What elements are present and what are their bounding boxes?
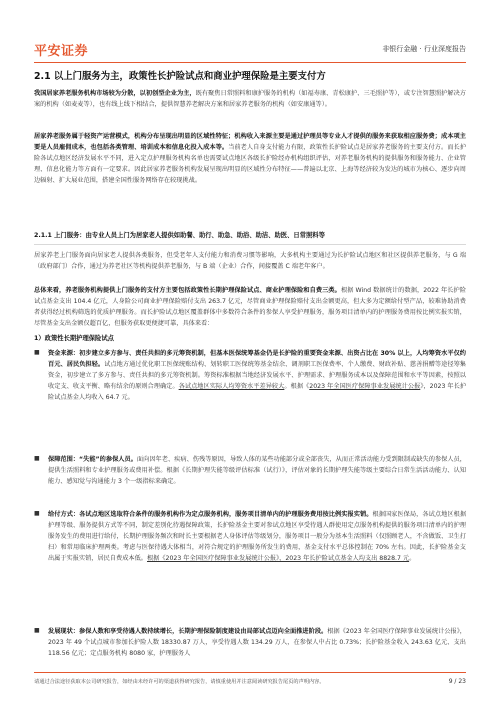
list-item-funding-text bbox=[48, 348, 466, 403]
page-header bbox=[34, 40, 466, 58]
intro-paragraph-2 bbox=[34, 131, 466, 186]
funding-bold: 资金来源：初步建立多方参与、责任共担的多元筹资机制，但基本医保统筹基金仍是长护险的重要资金来源、出资占比在 30% 以上，人均筹资水平仅约百元、居民负担轻。 bbox=[48, 350, 466, 369]
list-item-coverage-text bbox=[48, 454, 466, 487]
funding-tail: 》，2023 年长护险试点基金人均收入 64.7 元。 bbox=[48, 383, 467, 402]
intro-p2-text: 当前老人自身支付能力有限，政策性长护险试点是居家养老服务的主要支付方。而长护险各试点地区经济发展水平不同，进入定点护理服务机构名单也需要试点地区各级长护险经办机构组织评估，对养老服务机构的提供服务和服务能力、企业管理、信息化能力等方面有一定要求。因此居家养老服务机构发展呈现出明显的区域性分布特征——普遍以北京、上海等经济较为发达的城市为核心、逐步向周边辐射、扩大展业范围，搭建全国性服务网络存在较现挑战。 bbox=[34, 144, 467, 185]
list-item-status-text bbox=[48, 626, 466, 659]
body-paragraph-3: 居家养老上门服务面向居家老人提供各类服务，但受老年人支付能力和消费习惯等影响，大多机构主要通过为长护险试点地区和社区提供养老服务，与 G 端（政府部门）合作，通过为养老社区等机构提供养老服务，与 B 端（企业）合作，间接覆盖 C 端老年客户。 bbox=[34, 252, 466, 271]
page-number: 9 / 23 bbox=[448, 678, 466, 685]
intro-p2-bold: 居家养老服务属于轻资产运营模式，机构分布呈现出明显的区域性特征；机构收入来源主要是通过护理员等专业人才提供的服务来获取相应服务费；成本项主要是人员雇佣成本，也包括各类管理、培训成本和信息化投入成本等。 bbox=[34, 133, 466, 152]
funding-link-1: 各试点地区实际人均筹资水平差异较大 bbox=[178, 383, 285, 391]
status-bold: 发展现状：参保人数和享受待遇人数持续增长，长期护理保险制度建设由局部试点迈向全面推进阶段。 bbox=[48, 628, 328, 635]
bullet-icon: ■ bbox=[34, 455, 40, 462]
body-p4-bold: 总体来看，养老服务机构提供上门服务的支付方主要包括政策性长期护理保险试点、商业护理保险和自费三类。 bbox=[34, 287, 341, 294]
bullet-icon: ■ bbox=[34, 627, 40, 634]
payment-tail: 。 bbox=[409, 555, 416, 563]
coverage-bold: 保障范围：“失能”的参保人员。 bbox=[48, 456, 137, 463]
subsection-divider bbox=[34, 244, 466, 245]
funding-mid: 。根据《 bbox=[284, 383, 310, 391]
funding-link-2: 2023 年全国医疗保障事业发展统计公报 bbox=[309, 383, 421, 391]
payment-body: 根据国家医保局，各试点地区根据护理等级、服务提供方式等不同，制定差别化待遇保障政策，长护险基金主要对参试点地区享受待遇人群使用定点服务机构提供的服务项目清单内的护理服务发生的费用进行给付，长期护理服务频次和时长主要根据老人身体评估等级划分，服务项目一般分为基本生活照料（仅照顾老人，不含做饭、卫生打扫）和常用临床护理两类。考虑与医保待遇大体相当，对符合规定的护理服务所发生的费用，基金支付水平总体控制在 70% 左右。因此，长护险基金支出属于实报实销，居民自费成本低。 bbox=[48, 511, 467, 563]
list-item-payment-text bbox=[48, 509, 466, 564]
payment-bold: 给付方式：各试点地区选取符合条件的服务机构作为定点服务机构，服务项目清单内的护理服务费用按比例实报实销。 bbox=[48, 511, 373, 518]
payment-link: 根据《2023 年全国医疗保障事业发展统计公报》，2023 年长护险试点基金人均支出 8828.7 元 bbox=[147, 555, 410, 563]
intro-paragraph-1 bbox=[34, 88, 466, 110]
report-category: 非银行金融 · 行业深度报告 bbox=[382, 45, 466, 53]
status-body: 根据《2023 年全国医疗保障事业发展统计公报》，2023 年 49 个试点城市参加长护险人数 18330.87 万人，享受待遇人数 134.29 万人，在参保人中占比 0.73%；长护险基金收入 243.63 亿元、支出 118.56 亿元；定点服务机构 8080 家，护理服务人 bbox=[48, 628, 466, 658]
header-divider bbox=[34, 62, 466, 63]
bullet-icon: ■ bbox=[34, 510, 40, 517]
bullet-icon: ■ bbox=[34, 349, 40, 356]
footer-disclaimer: 请通过合法途径获取本公司研究报告，如经由未经许可的渠道获得研究报告，请慎重使用并注意阅读研究报告尾页的声明内容。 bbox=[34, 679, 325, 685]
list-heading: 1）政策性长期护理保险试点 bbox=[34, 335, 114, 342]
ping-an-securities-logo: 平安证券 bbox=[34, 43, 89, 58]
intro-p1-text: 既有聚焦日常照料和康护服务的机构（如福寿康、青松康护、三毛照护等），或专注智慧照护解决方案的机构（如麦麦等），也有线上线下相结合，提供智慧养老解决方案和居家养老服务的机构（如安康通等）。 bbox=[34, 90, 466, 109]
intro-p1-bold: 我国居家养老服务机构市场较为分散，以初创型企业为主， bbox=[34, 90, 196, 97]
body-p4-text: 根据 Wind 数据统计的数据，2022 年长护险试点基金支出 104.4 亿元，人身险公司商业护理保险赔付支出 263.7 亿元，尽管商业护理保险赔付支出金额更高，但大多为定额给付型产品，较难协助消费者获得经过机构筛选的优质护理服务。而长护险试点地区覆盖群体中多数符合条件的参保人享受护理服务，服务项目清单内的护理服务费用按比例实报实销，尽管基金支出金额仅超百亿，但服务获取更便捷可靠，具体来看： bbox=[34, 287, 467, 328]
subsection-title: 2.1.1 上门服务：由专业人员上门为居家老人提供如助餐、助行、助急、助浴、助洁、助医、日常照料等 bbox=[34, 232, 325, 239]
funding-body: 试点地方通过优化职工医保统账结构、划转职工医保统筹基金结余、调剂职工医保费率、个人缴费、财政补贴、慈善捐赠等途径筹集资金，初步建立了多方参与、责任共担的多元筹资机制。筹资标准根据当地经济发展水平、护理需求、护理服务成本以及保障范围和水平等因素，按照以收定支、收支平衡、略有结余的原则合理确定。 bbox=[48, 361, 466, 391]
coverage-body: 面向因年老、疾病、伤残等原因，导致人体的某些功能部分或全部丧失，从而正常活动能力受到限制或缺失的参保人员，提供生活照料和专业护理服务或费用补偿。根据《长期护理失能等级评估标准（试行）》，评估对象的长期护理失能等级主要综合日常生活活动能力、认知能力、感知觉与沟通能力 3 个一级指标来确定。 bbox=[48, 456, 466, 486]
section-title: 2.1 以上门服务为主，政策性长护险试点和商业护理保险是主要支付方 bbox=[34, 71, 326, 82]
footer-divider bbox=[34, 672, 466, 673]
body-paragraph-4 bbox=[34, 285, 466, 329]
